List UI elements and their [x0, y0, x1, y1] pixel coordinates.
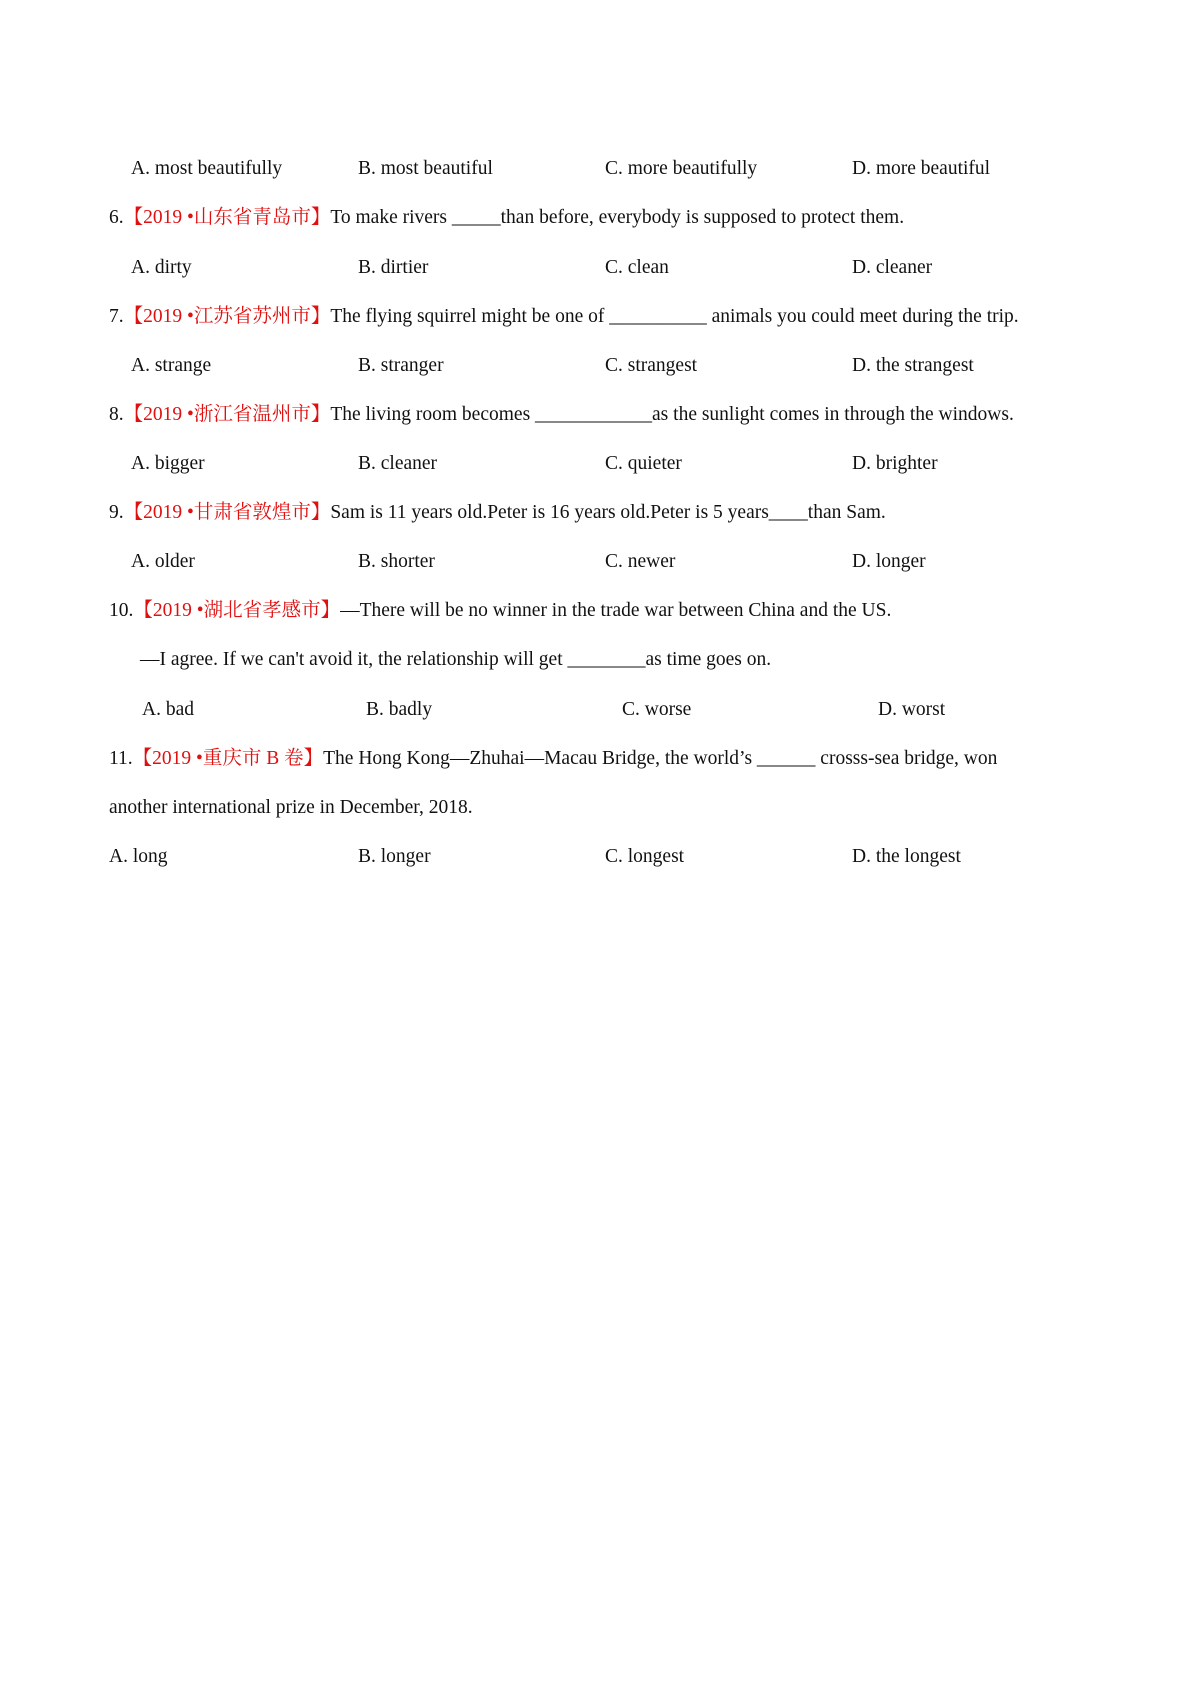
question-number: 6. — [109, 207, 124, 228]
question-stem-line-2: —I agree. If we can't avoid it, the relationship will get ________as time goes on. — [140, 649, 772, 670]
question-number: 7. — [109, 306, 124, 327]
question-source: 【2019 •山东省青岛市】 — [123, 207, 331, 228]
option-b: B. stranger — [358, 355, 444, 376]
question-stem: The flying squirrel might be one of __________ animals you could meet during the trip. — [330, 306, 1019, 327]
question-8 — [0, 400, 1200, 430]
option-d: D. the longest — [852, 846, 961, 867]
question-number: 10. — [109, 600, 134, 621]
option-c: C. strangest — [605, 355, 698, 376]
question-7-options — [0, 351, 1200, 381]
option-d: D. the strangest — [852, 355, 974, 376]
option-c: C. clean — [605, 257, 669, 278]
option-d: D. cleaner — [852, 257, 933, 278]
question-7-text — [109, 302, 1019, 332]
option-d: D. longer — [852, 551, 926, 572]
option-a: A. long — [109, 846, 168, 867]
question-8-options — [0, 449, 1200, 479]
question-11-continuation — [0, 793, 1200, 823]
question-number: 11. — [109, 748, 133, 769]
question-source: 【2019 •浙江省温州市】 — [123, 404, 331, 425]
question-source: 【2019 •江苏省苏州市】 — [123, 306, 331, 327]
option-c: C. quieter — [605, 453, 682, 474]
option-c: C. longest — [605, 846, 685, 867]
question-9-options — [0, 547, 1200, 577]
question-stem: The Hong Kong—Zhuhai—Macau Bridge, the world’s ______ crosss-sea bridge, won — [323, 748, 998, 769]
question-5-options — [0, 154, 1200, 184]
option-d: D. worst — [878, 699, 946, 720]
question-stem: The living room becomes ____________as the sunlight comes in through the windows. — [330, 404, 1014, 425]
question-number: 9. — [109, 502, 124, 523]
option-d: D. brighter — [852, 453, 938, 474]
question-source: 【2019 •湖北省孝感市】 — [133, 600, 341, 621]
question-source: 【2019 •甘肃省敦煌市】 — [123, 502, 331, 523]
option-c: C. worse — [622, 699, 692, 720]
question-source: 【2019 •重庆市 B 卷】 — [132, 748, 324, 769]
option-b: B. shorter — [358, 551, 435, 572]
question-11-options — [0, 842, 1200, 872]
question-stem: Sam is 11 years old.Peter is 16 years old.Peter is 5 years____than Sam. — [330, 502, 886, 523]
option-b: B. badly — [366, 699, 433, 720]
option-a: A. older — [131, 551, 195, 572]
option-a: A. dirty — [131, 257, 192, 278]
question-11-text — [109, 744, 997, 774]
question-9 — [0, 498, 1200, 528]
question-10-options — [0, 695, 1200, 725]
question-10 — [0, 596, 1200, 626]
option-b: B. cleaner — [358, 453, 438, 474]
option-a: A. strange — [131, 355, 212, 376]
option-d: D. more beautiful — [852, 158, 991, 179]
question-11 — [0, 744, 1200, 774]
option-a: A. most beautifully — [131, 158, 283, 179]
question-7 — [0, 302, 1200, 332]
option-b: B. longer — [358, 846, 431, 867]
question-10-text — [109, 596, 891, 626]
question-9-text — [109, 498, 886, 528]
question-number: 8. — [109, 404, 124, 425]
question-stem-line-2: another international prize in December, 2018. — [109, 797, 473, 818]
question-stem: —There will be no winner in the trade war between China and the US. — [340, 600, 892, 621]
option-a: A. bigger — [131, 453, 205, 474]
question-6-options — [0, 253, 1200, 283]
option-c: C. more beautifully — [605, 158, 758, 179]
question-stem: To make rivers _____than before, everybody is supposed to protect them. — [330, 207, 905, 228]
option-b: B. dirtier — [358, 257, 429, 278]
option-c: C. newer — [605, 551, 676, 572]
question-6 — [0, 203, 1200, 233]
option-b: B. most beautiful — [358, 158, 493, 179]
option-a: A. bad — [142, 699, 194, 720]
question-10-reply — [0, 645, 1200, 675]
question-8-text — [109, 400, 1014, 430]
question-6-text — [109, 203, 904, 233]
